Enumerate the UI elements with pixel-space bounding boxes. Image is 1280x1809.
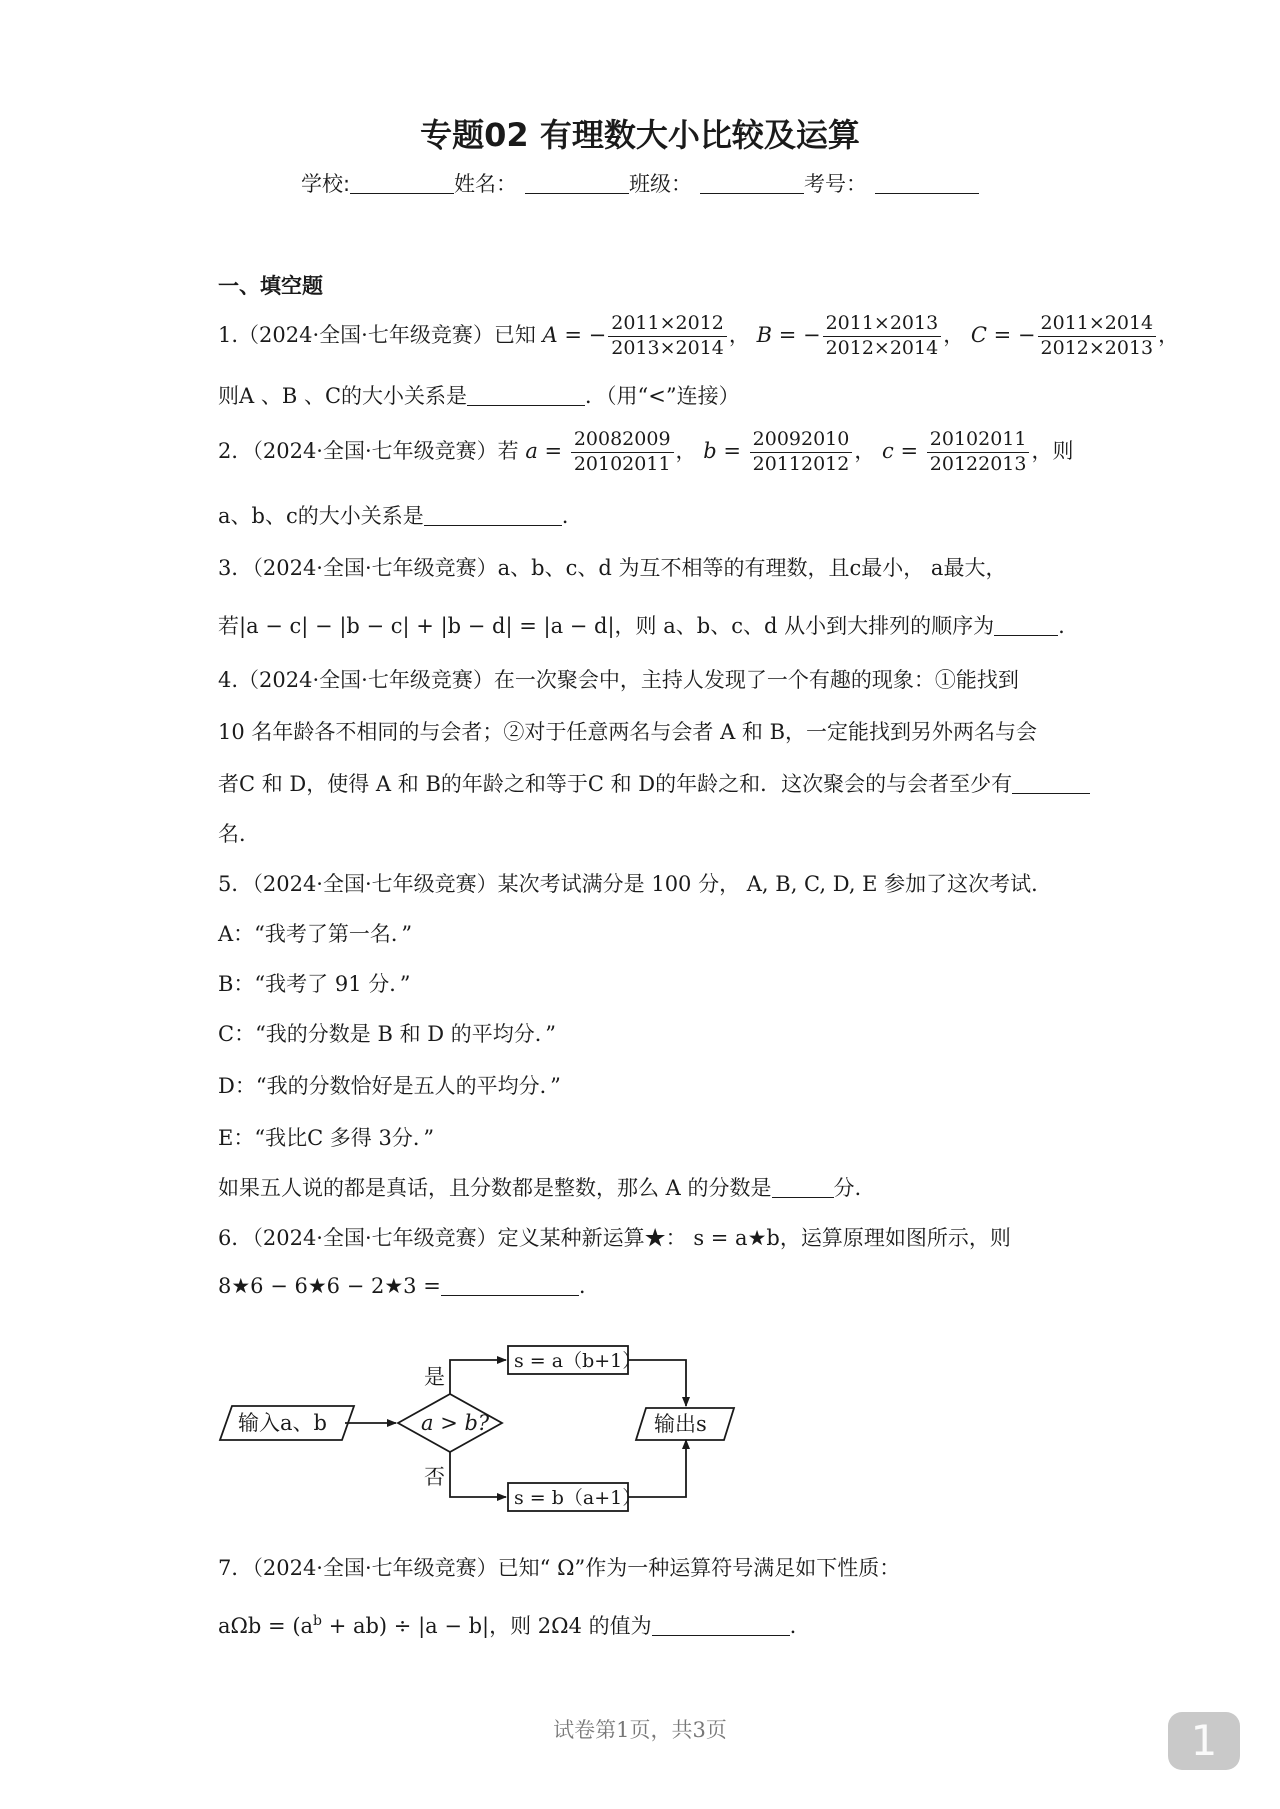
question-5-last-line: 如果五人说的都是真话，且分数都是整数，那么 A 的分数是 分. — [218, 1176, 862, 1200]
question-5-statement-a: A：“我考了第一名．” — [218, 922, 413, 946]
flowchart-bottom-box-label: s = b（a+1） — [514, 1487, 642, 1509]
page-number-badge[interactable]: 1 — [1168, 1712, 1240, 1770]
flowchart-top-box-label: s = a（b+1） — [514, 1350, 642, 1372]
flowchart-yes-label: 是 — [424, 1365, 445, 1389]
question-6-line-1: 6．（2024·全国·七年级竞赛）定义某种新运算★： s = a★b，运算原理如图所示，则 — [218, 1226, 1011, 1250]
flowchart-no-label: 否 — [424, 1465, 445, 1489]
question-3-line-2: 若|a − c| − |b − c| + |b − d| = |a − d|，则 a、b、c、d 从小到大排列的顺序为 . — [218, 614, 1065, 638]
question-7-line-2: $a\Omega b = (a^b + ab) \div |a - b|$，则 2Ω4 的值为 . — [218, 1613, 797, 1638]
section-heading: 一、填空题 — [218, 274, 323, 298]
page-title: 专题02 有理数大小比较及运算 — [420, 116, 860, 154]
question-2-line-2: a、b、c的大小关系是 . — [218, 504, 569, 528]
question-1-line-1: 1.（2024·全国·七年级竞赛）已知 A = − $\frac{2011\times 2012}{2013\times 2014}$ ， B = − $\frac{2011\times 2013}{2012\times 2014}$ ， C = − $\frac{2011\times 2014}{2012\times 2013}$ ， — [218, 312, 1180, 359]
question-5-line-1: 5．（2024·全国·七年级竞赛）某次考试满分是 100 分， A, B, C, D, E 参加了这次考试． — [218, 872, 1053, 896]
name-label: 姓名： — [454, 172, 518, 196]
question-3-line-1: 3．（2024·全国·七年级竞赛）a、b、c、d 为互不相等的有理数，且c最小， a最大， — [218, 556, 1007, 580]
question-4-line-3: 者C 和 D，使得 A 和 B的年龄之和等于C 和 D的年龄之和．这次聚会的与会者至少有 — [218, 768, 1090, 798]
question-7-line-1: 7．（2024·全国·七年级竞赛）已知“ Ω”作为一种运算符号满足如下性质： — [218, 1556, 901, 1580]
exam-no-label: 考号： — [804, 172, 868, 196]
question-5-statement-c: C：“我的分数是 B 和 D 的平均分．” — [218, 1022, 557, 1046]
question-2-line-1: 2．（2024·全国·七年级竞赛）若 a = $\frac{20082009}{20102011}$ ， b = $\frac{20092010}{20112012}$ ， c = $\frac{20102011}{20122013}$ ，则 — [218, 428, 1074, 475]
page-footer: 试卷第1页，共3页 — [553, 1718, 727, 1742]
question-5-statement-b: B：“我考了 91 分．” — [218, 972, 411, 996]
question-1-line-2: 则A 、B 、C的大小关系是 ．（用“<”连接） — [218, 384, 740, 408]
answer-blank-7 — [652, 1614, 790, 1636]
question-6-line-2: 8★6 − 6★6 − 2★3 = . — [218, 1274, 586, 1298]
flowchart-output-label: 输出s — [654, 1412, 707, 1436]
question-4-line-2: 10 名年龄各不相同的与会者；②对于任意两名与会者 A 和 B，一定能找到另外两名与会 — [218, 720, 1038, 744]
flowchart-input-label: 输入a、b — [238, 1411, 327, 1435]
flowchart-arrow-yes — [450, 1360, 506, 1394]
school-label: 学校: — [300, 172, 351, 196]
question-5-statement-e: E：“我比C 多得 3分．” — [218, 1126, 435, 1150]
flowchart-decision-label: a > b? — [421, 1411, 490, 1435]
flowchart-arrow-no — [450, 1452, 506, 1497]
question-4-line-1: 4.（2024·全国·七年级竞赛）在一次聚会中，主持人发现了一个有趣的现象：①能找到 — [218, 668, 1019, 692]
question-5-statement-d: D：“我的分数恰好是五人的平均分．” — [218, 1074, 561, 1098]
class-label: 班级： — [629, 172, 693, 196]
question-4-line-4: 名． — [218, 822, 260, 846]
